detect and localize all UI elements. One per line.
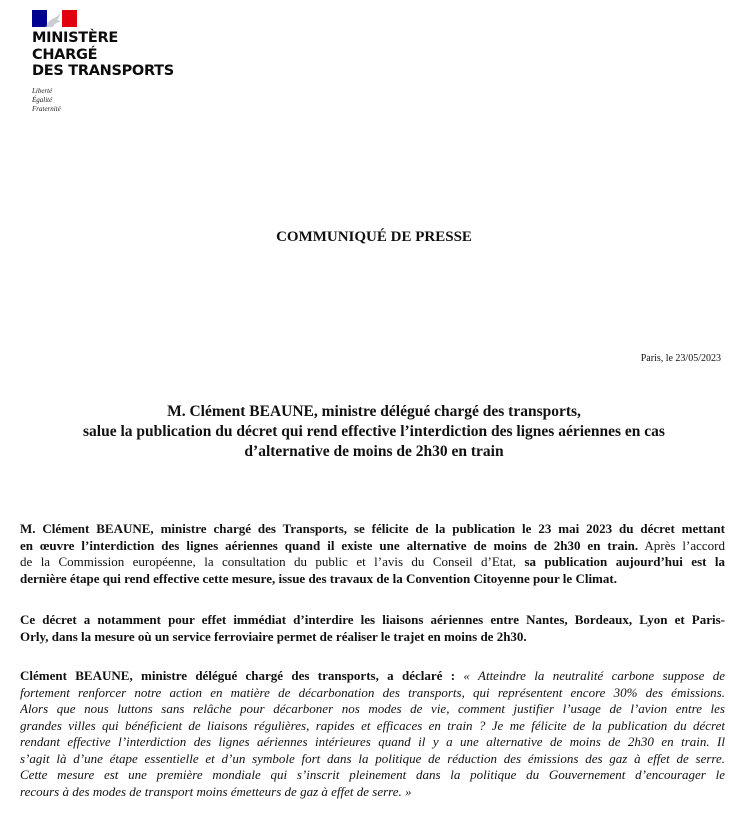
headline-line: d’alternative de moins de 2h30 en train	[244, 443, 504, 460]
marianne-flag-icon	[32, 10, 77, 27]
quote-text: Alors que nous luttons sans relâche pour décarboner nos modes de vie, comment justifier l’usage de l’avion entre les	[20, 701, 725, 716]
paragraph-line	[20, 612, 725, 629]
paragraph-line	[20, 701, 725, 718]
ministry-line: MINISTÈRE	[32, 30, 118, 46]
paragraph-line	[20, 554, 725, 571]
paragraph-announcement	[20, 521, 725, 587]
paragraph-line	[20, 668, 725, 685]
quote-text: recours à des modes de transport moins émetteurs de gaz à effet de serre. »	[20, 783, 412, 799]
paragraph-line	[20, 629, 725, 646]
headline-line: salue la publication du décret qui rend effective l’interdiction des lignes aériennes en cas	[83, 423, 665, 440]
quote-text: Cette mesure est une première mondiale qui s’inscrit pleinement dans la politique du Gouvernement d’encourager le	[20, 767, 725, 782]
place-date: Paris, le 23/05/2023	[640, 353, 721, 364]
paragraph-line	[20, 521, 725, 538]
bold-text: Orly, dans la mesure où un service ferroviaire permet de réaliser le trajet en moins de 2h30.	[20, 628, 527, 644]
ministry-name	[32, 30, 232, 80]
motto-line: Liberté	[32, 87, 53, 95]
paragraph-quote	[20, 668, 725, 800]
bold-text: M. Clément BEAUNE, ministre chargé des Transports, se félicite de la publication le 23 mai 2023 du décret mettant	[20, 521, 725, 536]
speaker-text: Clément BEAUNE, ministre délégué chargé des transports, a déclaré	[20, 668, 443, 683]
bold-text: dernière étape qui rend effective cette mesure, issue des travaux de la Convention Citoyenne pour le Climat.	[20, 570, 617, 586]
motto-line: Fraternité	[32, 105, 61, 113]
paragraph-line	[20, 571, 725, 588]
plain-text: de la Commission européenne, la consultation du public et l’avis du Conseil d’Etat,	[20, 554, 525, 569]
document-type-heading: COMMUNIQUÉ DE PRESSE	[276, 229, 472, 245]
ministry-line: CHARGÉ	[32, 46, 98, 63]
motto-line: Égalité	[32, 96, 53, 104]
colon-text: :	[442, 668, 464, 683]
quote-text: s’agit là d’une étape essentielle et d’un symbole fort dans la politique de réduction des émissions des gaz à effet de serre.	[20, 750, 725, 766]
flag-blue-band	[32, 10, 47, 27]
press-release-headline	[40, 402, 708, 462]
republic-motto	[32, 87, 61, 114]
paragraph-line	[20, 784, 725, 801]
quote-text: grandes villes qui bénéficient de liaisons régulières, rapides et efficaces en train ? Je me félicite de la publication du décret	[20, 717, 725, 733]
paragraph-effect	[20, 612, 725, 645]
quote-text: fortement renforcer notre action en matière de décarbonation des transports, qui représentent encore 30% des émissions.	[20, 684, 725, 700]
flag-red-band	[62, 10, 77, 27]
bold-text: sa publication aujourd’hui est la	[524, 554, 725, 569]
paragraph-line	[20, 718, 725, 735]
paragraph-line	[20, 767, 725, 784]
quote-text: rendant effective l’interdiction des lignes aériennes intérieures quand il y a une alternative de moins de 2h30 en train. Il	[20, 734, 725, 749]
quote-text: « Atteindre la neutralité carbone suppose de	[463, 668, 725, 683]
paragraph-line	[20, 685, 725, 702]
ministry-line: DES TRANSPORTS	[32, 63, 174, 79]
paragraph-line	[20, 538, 725, 555]
bold-text: en œuvre l’interdiction des lignes aériennes quand il existe une alternative de moins de 2h30 en train.	[20, 537, 639, 553]
paragraph-line	[20, 734, 725, 751]
bold-text: Ce décret a notamment pour effet immédiat d’interdire les liaisons aériennes entre Nantes, Bordeaux, Lyon et Paris-	[20, 612, 725, 627]
paragraph-line	[20, 751, 725, 768]
headline-line: M. Clément BEAUNE, ministre délégué chargé des transports,	[167, 403, 581, 420]
plain-text: Après l’accord	[638, 537, 725, 553]
